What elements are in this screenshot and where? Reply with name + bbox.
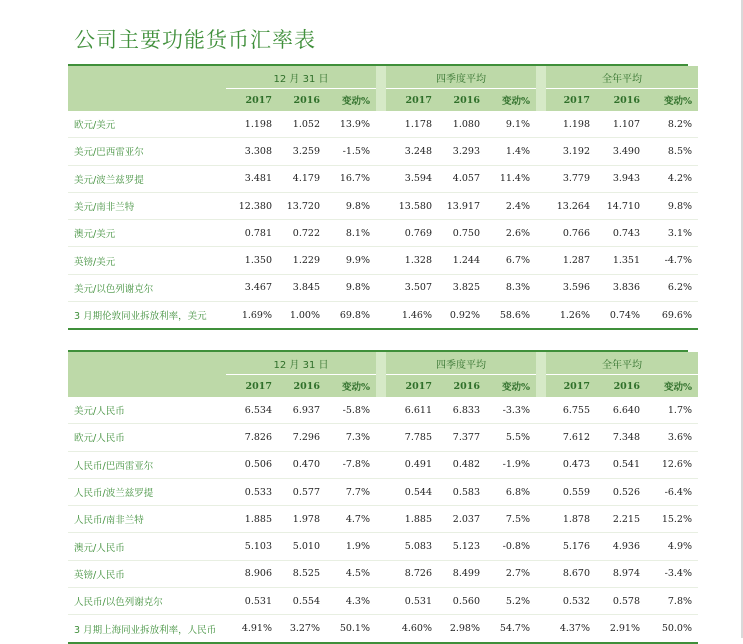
table-cell: 1.69%: [226, 302, 278, 330]
table-row: [68, 533, 698, 560]
table-cell: 3.481: [226, 165, 278, 192]
table-cell: 0.560: [438, 588, 486, 615]
table-cell: 6.2%: [646, 274, 698, 301]
table-cell: 0.531: [226, 588, 278, 615]
table-cell: -7.8%: [326, 451, 376, 478]
table-cell: 3.836: [596, 274, 646, 301]
table-cell: 9.9%: [326, 247, 376, 274]
table-cell: 0.577: [278, 478, 326, 505]
table-cell: 1.00%: [278, 302, 326, 330]
table-cell: 1.198: [546, 111, 596, 138]
table-cell: 6.640: [596, 397, 646, 424]
table-cell: 50.0%: [646, 615, 698, 643]
table-row: [68, 220, 698, 247]
table-cell: 8.499: [438, 560, 486, 587]
table-cell: 1.885: [226, 506, 278, 533]
table-cell: 4.5%: [326, 560, 376, 587]
table-cell: 7.5%: [486, 506, 536, 533]
table-cell: 7.3%: [326, 424, 376, 451]
table-cell: 0.769: [386, 220, 438, 247]
table-cell: 0.491: [386, 451, 438, 478]
table-row: [68, 451, 698, 478]
table-cell: 2.98%: [438, 615, 486, 643]
row-label: 人民币/南非兰特: [68, 506, 226, 533]
table-cell: 1.7%: [646, 397, 698, 424]
table-cell: 0.74%: [596, 302, 646, 330]
column-header: 2016: [596, 89, 646, 112]
table-cell: 0.544: [386, 478, 438, 505]
table-cell: -6.4%: [646, 478, 698, 505]
table-cell: 3.845: [278, 274, 326, 301]
table-cell: 2.91%: [596, 615, 646, 643]
table-cell: -1.9%: [486, 451, 536, 478]
row-label: 3 月期伦敦同业拆放利率，美元: [68, 302, 226, 330]
table-cell: 13.580: [386, 192, 438, 219]
column-header: 变动%: [326, 89, 376, 112]
table-row: [68, 138, 698, 165]
table-cell: -0.8%: [486, 533, 536, 560]
table-cell: 0.533: [226, 478, 278, 505]
table-row: [68, 506, 698, 533]
table-cell: 7.612: [546, 424, 596, 451]
column-header: 2016: [438, 375, 486, 398]
column-header: 变动%: [646, 89, 698, 112]
table-cell: 3.594: [386, 165, 438, 192]
row-label: 人民币/波兰兹罗提: [68, 478, 226, 505]
table-cell: 0.473: [546, 451, 596, 478]
table-cell: 6.534: [226, 397, 278, 424]
fx-table-rmb: [68, 352, 698, 644]
table-row: [68, 111, 698, 138]
column-group-header: 12 月 31 日: [226, 66, 376, 89]
table-cell: 8.974: [596, 560, 646, 587]
row-label: 欧元/人民币: [68, 424, 226, 451]
table-cell: 1.287: [546, 247, 596, 274]
table-cell: 6.937: [278, 397, 326, 424]
column-header: 2017: [546, 375, 596, 398]
row-label: 澳元/人民币: [68, 533, 226, 560]
table-row: [68, 397, 698, 424]
column-header: 2017: [386, 375, 438, 398]
table-cell: 5.123: [438, 533, 486, 560]
table-cell: 6.833: [438, 397, 486, 424]
table-cell: 5.176: [546, 533, 596, 560]
table-cell: 0.506: [226, 451, 278, 478]
table-cell: 0.531: [386, 588, 438, 615]
table-cell: 3.507: [386, 274, 438, 301]
table-cell: 0.92%: [438, 302, 486, 330]
table-cell: 58.6%: [486, 302, 536, 330]
table-cell: 9.8%: [326, 192, 376, 219]
table-cell: 0.743: [596, 220, 646, 247]
table-cell: 8.906: [226, 560, 278, 587]
table-cell: 13.917: [438, 192, 486, 219]
table-cell: 4.936: [596, 533, 646, 560]
table-cell: 8.5%: [646, 138, 698, 165]
table-cell: 0.578: [596, 588, 646, 615]
column-header: 2017: [386, 89, 438, 112]
table-cell: 3.1%: [646, 220, 698, 247]
table-cell: 5.2%: [486, 588, 536, 615]
table-cell: 7.8%: [646, 588, 698, 615]
table-cell: 2.4%: [486, 192, 536, 219]
table-cell: -3.4%: [646, 560, 698, 587]
row-label: 美元/巴西雷亚尔: [68, 138, 226, 165]
table-cell: 0.554: [278, 588, 326, 615]
column-header: 2016: [596, 375, 646, 398]
header-group-row: [68, 352, 698, 375]
table-cell: -5.8%: [326, 397, 376, 424]
row-label: 人民币/巴西雷亚尔: [68, 451, 226, 478]
table-cell: 0.766: [546, 220, 596, 247]
table-cell: 13.9%: [326, 111, 376, 138]
table-cell: 8.1%: [326, 220, 376, 247]
table-cell: 8.2%: [646, 111, 698, 138]
table-cell: 5.010: [278, 533, 326, 560]
table-cell: 12.6%: [646, 451, 698, 478]
table-cell: 3.596: [546, 274, 596, 301]
row-label: 澳元/美元: [68, 220, 226, 247]
table-cell: 7.296: [278, 424, 326, 451]
page-title: 公司主要功能货币汇率表: [74, 28, 316, 52]
table-cell: 1.885: [386, 506, 438, 533]
row-label: 英镑/人民币: [68, 560, 226, 587]
table-cell: 3.467: [226, 274, 278, 301]
table-cell: 3.192: [546, 138, 596, 165]
row-label: 美元/波兰兹罗提: [68, 165, 226, 192]
table-cell: 3.248: [386, 138, 438, 165]
table-cell: 1.052: [278, 111, 326, 138]
table-row: [68, 192, 698, 219]
column-header: 2017: [226, 89, 278, 112]
header-year-row: [68, 89, 698, 112]
table-cell: 16.7%: [326, 165, 376, 192]
table-cell: -3.3%: [486, 397, 536, 424]
table-cell: 6.7%: [486, 247, 536, 274]
table-cell: 6.8%: [486, 478, 536, 505]
row-label: 美元/南非兰特: [68, 192, 226, 219]
table-cell: 50.1%: [326, 615, 376, 643]
table-row: [68, 165, 698, 192]
table-cell: 6.611: [386, 397, 438, 424]
column-header: 2017: [226, 375, 278, 398]
table-cell: 2.7%: [486, 560, 536, 587]
column-group-header: 四季度平均: [386, 66, 536, 89]
column-header: 2017: [546, 89, 596, 112]
table-cell: 0.559: [546, 478, 596, 505]
table-cell: 0.532: [546, 588, 596, 615]
table-cell: 0.482: [438, 451, 486, 478]
table-cell: 4.2%: [646, 165, 698, 192]
table-cell: 7.785: [386, 424, 438, 451]
column-header: 2016: [278, 89, 326, 112]
row-label: 英镑/美元: [68, 247, 226, 274]
column-group-header: 12 月 31 日: [226, 352, 376, 375]
table-cell: 69.6%: [646, 302, 698, 330]
table-cell: 8.726: [386, 560, 438, 587]
table-cell: 1.46%: [386, 302, 438, 330]
table-cell: -1.5%: [326, 138, 376, 165]
table-row: [68, 302, 698, 330]
table-cell: 9.8%: [646, 192, 698, 219]
table-cell: 2.215: [596, 506, 646, 533]
column-group-header: 全年平均: [546, 66, 698, 89]
table-cell: 13.720: [278, 192, 326, 219]
column-header: 变动%: [326, 375, 376, 398]
table-cell: 8.525: [278, 560, 326, 587]
column-header: 变动%: [486, 375, 536, 398]
table-cell: 4.9%: [646, 533, 698, 560]
column-header: 变动%: [486, 89, 536, 112]
table-cell: 5.103: [226, 533, 278, 560]
table-cell: 3.779: [546, 165, 596, 192]
table-cell: 3.27%: [278, 615, 326, 643]
table-cell: 15.2%: [646, 506, 698, 533]
table-cell: 1.978: [278, 506, 326, 533]
table-cell: 4.37%: [546, 615, 596, 643]
table-cell: 1.9%: [326, 533, 376, 560]
row-label: 美元/以色列谢克尔: [68, 274, 226, 301]
header-group-row: [68, 66, 698, 89]
table-cell: 1.080: [438, 111, 486, 138]
table-cell: 6.755: [546, 397, 596, 424]
table-cell: 0.541: [596, 451, 646, 478]
table-cell: 1.107: [596, 111, 646, 138]
table-cell: 0.470: [278, 451, 326, 478]
table-cell: 3.825: [438, 274, 486, 301]
column-group-header: 全年平均: [546, 352, 698, 375]
table-cell: 8.670: [546, 560, 596, 587]
row-label: 美元/人民币: [68, 397, 226, 424]
table-cell: 3.943: [596, 165, 646, 192]
table-cell: 3.6%: [646, 424, 698, 451]
table-cell: 2.6%: [486, 220, 536, 247]
table-cell: 1.229: [278, 247, 326, 274]
table-cell: 54.7%: [486, 615, 536, 643]
table-cell: 1.178: [386, 111, 438, 138]
table-cell: 7.377: [438, 424, 486, 451]
row-label: 人民币/以色列谢克尔: [68, 588, 226, 615]
table-cell: 2.037: [438, 506, 486, 533]
table-cell: 9.1%: [486, 111, 536, 138]
column-header: 2016: [438, 89, 486, 112]
table-cell: 69.8%: [326, 302, 376, 330]
table-cell: 1.26%: [546, 302, 596, 330]
header-year-row: [68, 375, 698, 398]
table-cell: 0.781: [226, 220, 278, 247]
table-cell: 1.198: [226, 111, 278, 138]
table-cell: 1.878: [546, 506, 596, 533]
table-cell: 3.293: [438, 138, 486, 165]
table-cell: 4.179: [278, 165, 326, 192]
table-cell: 1.244: [438, 247, 486, 274]
table-cell: 7.826: [226, 424, 278, 451]
table-cell: 0.583: [438, 478, 486, 505]
column-header: 2016: [278, 375, 326, 398]
table-cell: 9.8%: [326, 274, 376, 301]
table-cell: 12.380: [226, 192, 278, 219]
row-label: 3 月期上海同业拆放利率，人民币: [68, 615, 226, 643]
table-cell: 1.350: [226, 247, 278, 274]
table-row: [68, 615, 698, 643]
table-cell: 7.348: [596, 424, 646, 451]
table-row: [68, 588, 698, 615]
table-row: [68, 247, 698, 274]
table-cell: 4.60%: [386, 615, 438, 643]
table-cell: 4.91%: [226, 615, 278, 643]
table-row: [68, 424, 698, 451]
table-row: [68, 274, 698, 301]
table-cell: 5.083: [386, 533, 438, 560]
table-cell: 3.259: [278, 138, 326, 165]
table-cell: 4.057: [438, 165, 486, 192]
column-header: 变动%: [646, 375, 698, 398]
table-cell: 8.3%: [486, 274, 536, 301]
table-cell: 11.4%: [486, 165, 536, 192]
table-cell: 0.750: [438, 220, 486, 247]
column-group-header: 四季度平均: [386, 352, 536, 375]
table-cell: -4.7%: [646, 247, 698, 274]
table-cell: 3.490: [596, 138, 646, 165]
table-cell: 14.710: [596, 192, 646, 219]
table-cell: 0.722: [278, 220, 326, 247]
table-cell: 1.4%: [486, 138, 536, 165]
table-cell: 3.308: [226, 138, 278, 165]
table-cell: 5.5%: [486, 424, 536, 451]
fx-table-usd: [68, 66, 698, 330]
table-cell: 1.328: [386, 247, 438, 274]
table-cell: 13.264: [546, 192, 596, 219]
table-cell: 1.351: [596, 247, 646, 274]
table-cell: 4.7%: [326, 506, 376, 533]
table-cell: 7.7%: [326, 478, 376, 505]
table-cell: 4.3%: [326, 588, 376, 615]
row-label: 欧元/美元: [68, 111, 226, 138]
table-row: [68, 478, 698, 505]
table-row: [68, 560, 698, 587]
table-cell: 0.526: [596, 478, 646, 505]
